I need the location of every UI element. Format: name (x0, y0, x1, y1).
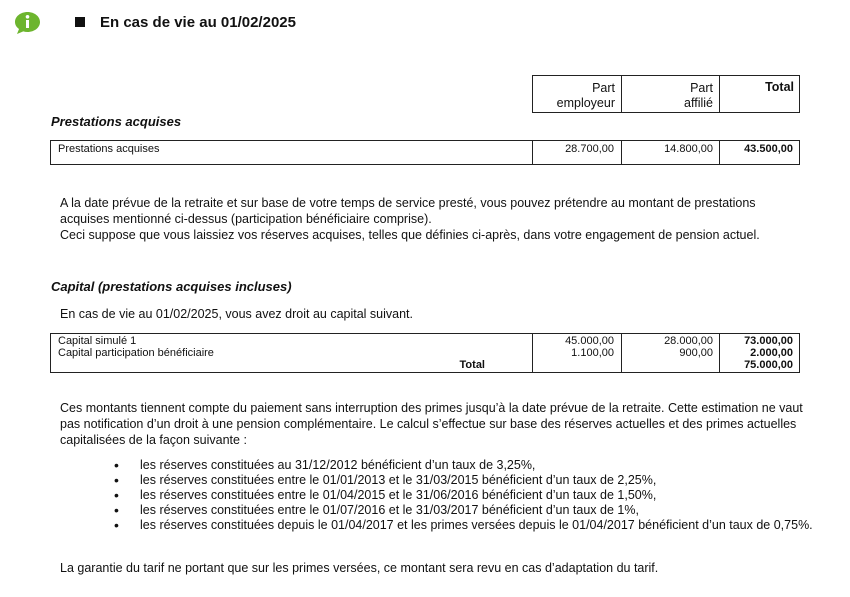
capital-row-affilie: 900,00 (679, 347, 713, 359)
list-item: • les réserves constituées entre le 01/04/2015 et le 31/06/2016 bénéficient d’un taux de 1,50%, (114, 488, 834, 503)
capital-row-employeur: 1.100,00 (571, 347, 614, 359)
section-title-capital: Capital (prestations acquises incluses) (51, 279, 292, 294)
col-employeur-line1: Part (592, 81, 615, 95)
paragraph-line: pas notification d’un droit à une pension complémentaire. Le calcul s’effectue sur base des réserves actuelles et des primes actuelles (60, 417, 797, 431)
list-item: • les réserves constituées depuis le 01/04/2017 et les primes versées depuis le 01/04/2017 bénéficient d’un taux de 0,75%. (114, 518, 834, 533)
list-item: • les réserves constituées entre le 01/01/2013 et le 31/03/2015 bénéficient d’un taux de 2,25%, (114, 473, 834, 488)
rates-list (114, 458, 834, 533)
paragraph-line: capitalisées de la façon suivante : (60, 433, 247, 447)
capital-row-employeur: 45.000,00 (565, 335, 614, 347)
column-header (532, 75, 800, 113)
capital-row-affilie: 28.000,00 (664, 335, 713, 347)
capital-row-label: Capital simulé 1 (58, 335, 137, 347)
list-item: • les réserves constituées entre le 01/07/2016 et le 31/03/2017 bénéficient d’un taux de 1%, (114, 503, 834, 518)
paragraph-line: Ces montants tiennent compte du paiement sans interruption des primes jusqu’à la date prévue de la retraite. Cette estimation ne vaut (60, 401, 803, 415)
heading-bullet (75, 17, 85, 27)
capital-row-total: 2.000,00 (750, 347, 793, 359)
paragraph-line: Ceci suppose que vous laissiez vos réserves acquises, telles que définies ci-après, dans votre engagement de pension actuel. (60, 228, 760, 242)
capital-intro: En cas de vie au 01/02/2025, vous avez droit au capital suivant. (60, 307, 414, 321)
paragraph-line: A la date prévue de la retraite et sur base de votre temps de service presté, vous pouvez prétendre au montant de prestations (60, 196, 756, 210)
col-affilie-line1: Part (690, 81, 713, 95)
prestations-paragraph (60, 195, 820, 243)
row-label: Prestations acquises (58, 143, 160, 155)
list-item: • les réserves constituées au 31/12/2012 bénéficient d’un taux de 3,25%, (114, 458, 834, 473)
paragraph-line: acquises mentionné ci-dessus (participation bénéficiaire comprise). (60, 212, 432, 226)
capital-table (50, 333, 800, 373)
row-affilie: 14.800,00 (664, 143, 713, 155)
section-title-prestations: Prestations acquises (51, 114, 182, 129)
capital-row-label: Capital participation bénéficiaire (58, 347, 214, 359)
info-icon[interactable] (14, 11, 41, 35)
row-total: 43.500,00 (744, 143, 793, 155)
col-total: Total (765, 80, 794, 94)
capital-total-label: Total (459, 359, 485, 371)
col-affilie-line2: affilié (684, 96, 713, 110)
footer-note: La garantie du tarif ne portant que sur les primes versées, ce montant sera revu en cas d’adaptation du tarif. (60, 561, 659, 575)
capital-total-value: 75.000,00 (744, 359, 793, 371)
col-employeur-line2: employeur (556, 96, 615, 110)
row-employeur: 28.700,00 (565, 143, 614, 155)
table-row-prestations (50, 140, 800, 165)
capital-paragraph (60, 400, 830, 448)
page-title: En cas de vie au 01/02/2025 (100, 14, 296, 31)
capital-row-total: 73.000,00 (744, 335, 793, 347)
